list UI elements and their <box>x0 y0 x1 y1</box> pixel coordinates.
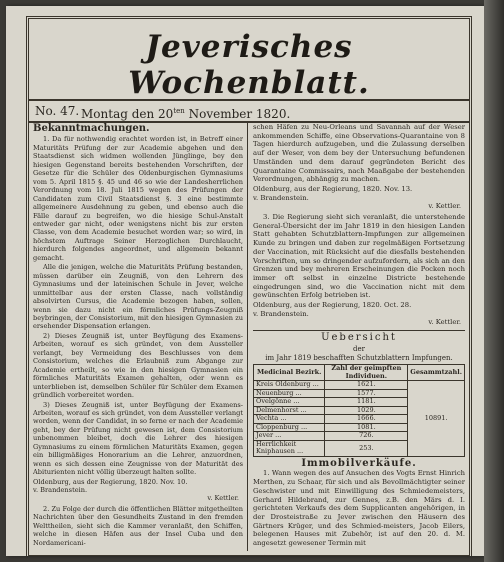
signature-place: Oldenburg, aus der Regierung, 1820. Nov. 13. <box>253 184 413 193</box>
district-cell: Kreis Oldenburg ... <box>254 381 325 390</box>
vaccination-table <box>253 364 465 457</box>
issue-bar <box>29 99 469 123</box>
newspaper-page <box>6 6 484 556</box>
announcement-paragraph: Alle die jenigen, welche die Maturitäts Prüfung bestanden, müssen darüber ein Zeugniß, von den Lehrern des Gymnasiums und der lateinischen Schule in Jever, welche unmittelbar aus der ersten Classe, nach vollständig absolvirten Cursus, die Academie bezogen haben, sollen, wenn sie dazu nicht ein förmliches Prüfungs-Zeugniß beybringen, der Consistorium, mit den hiesigen Gymnasien zu ersehender Dispensation erlangen. <box>33 263 243 331</box>
announcement-paragraph: 1. Wann wegen des auf Ansuchen des Vogts Ernst Hinrich Merthen, zu Schaar, für sich und als Bevollmächtigter seiner Geschwister und mit Einwilligung des Schmiedemeisters, Gerhard Hildebrand, zur Gennes, z.B. den Märs d. I. gerichteten Verkaufs des dem Supplicanten angehörigen, in der Drosteistraße zu Jever zwischen den Häusern des Gärtners Krüger, und des Schmied-meisters, Jacob Eilers, belegenen Hauses mit Zubehör, ist auf den 20. d. M. angesetzt gewesener Termin mit <box>253 469 465 548</box>
count-cell: 1029. <box>325 406 408 415</box>
section-heading: Bekanntmachungen. <box>33 123 150 134</box>
section-heading: Immobilverkäufe. <box>301 457 417 469</box>
district-cell: Jever ... <box>254 432 325 441</box>
count-cell: 1081. <box>325 423 408 432</box>
count-cell: 1666. <box>325 415 408 424</box>
column-divider <box>247 123 248 551</box>
count-cell: 1577. <box>325 389 408 398</box>
count-cell: 726. <box>325 432 408 441</box>
district-cell: Ovelgönne ... <box>254 398 325 407</box>
announcement-paragraph: schen Häfen zu Neu-Orleans und Savannah auf der Weser ankommenden Schiffe, eine Observations-Quarantaine von 8 Tagen hierdurch aufzugeben, und die Zulassung derselben auf der Weser, von dem bey der Untersuchung befundenen Umständen und dem darauf gegründeten Bericht des Quarantaine Commissairs, nach Maaßgabe der bestehenden Verordnungen, abhängig zu machen. <box>253 123 465 184</box>
signature-name: v. Brandenstein. <box>253 309 309 318</box>
district-cell: Delmenhorst ... <box>254 406 325 415</box>
district-cell: Cloppenburg ... <box>254 423 325 432</box>
table-header: Gesammtzahl. <box>408 365 465 381</box>
announcement-paragraph: 1. Da für nothwendig erachtet worden ist, in Betreff einer Maturitäts Prüfung der zur Academie abgehen und den Staatsdienst sich widmen wollenden Jünglinge, bey den hiesigen Gegenstand bereits bestehenden Vorschriften, der Gesetze für die Schüler des Oldenburgischen Gymnasiums vom 5. April 1815 §. 45 und 46 so wie der Landesherrlichen Verordnung vom 18. Juli 1815 wegen des Prüfungen der Candidaten zum Civil Staatsdienst §. 3 eine bestimmte allgemeinere Ausdehnung zu geben, und ebenso auch die Fälle darauf zu begreifen, wo die hiesige Schul-Anstalt entweder gar nicht, oder wenigstens nicht bis zur ersten Classe, von dem Academie besuchet worden war; so wird, in höchstem Auftrage Seiner Herzoglichen Durchlaucht, hierdurch folgendes angeordnet, und allgemein bekannt gemacht. <box>33 135 243 262</box>
issue-date: Montag den $20^{ten}$ November 1820. <box>81 107 291 121</box>
signature-name: v. Kettler. <box>207 494 239 503</box>
total-cell: 10891. <box>408 381 465 457</box>
announcement-paragraph: 3) Dieses Zeugniß ist, unter Beyfügung der Examens-Arbeiten, worauf es sich gründet, von dem Aussteller verlangt worden, wenn der Candidat, in so ferne er nach der Academie geht, bey der Prüfung nicht gewesen ist, dem Consistorium unbenommen bleibet, doch die Lehrer des hiesigen Gymnasiums zu einem förmlichen Maturitäts Examen, gegen ein billigmäßiges Honorarium an die Lehrer, anzuordnen, wenn es sich dessen eine Zeugnisse von der Maturität des Abiturienten nicht völlig überzeugt halten sollte. <box>33 400 243 477</box>
book-spine-edge <box>484 0 504 562</box>
right-column <box>253 123 465 549</box>
signature-place: Oldenburg, aus der Regierung, 1820. Nov. 10. <box>33 477 188 486</box>
count-cell: 253. <box>325 440 408 456</box>
table-subtitle: im Jahr 1819 beschafften Schutzblattern Impfungen. <box>265 353 453 362</box>
signature-name: v. Kettler. <box>428 318 461 327</box>
district-cell: Vechta ... <box>254 415 325 424</box>
announcement-paragraph: 3. Die Regierung sieht sich veranlaßt, die unterstehende General-Übersicht der im Jahr 1819 in den hiesigen Landen Statt gehabten Schutzblattern-Impfungen zur allgemeinen Kunde zu bringen und daben zur regelmäßigen Fortsetzung der Vaccination, mit Rücksicht auf die diesfalls bestehenden Vorschriften, um so dringender aufzufordern, als sich an den Grenzen und bey mehreren Erscheinungen die Pocken noch immer oft selbst in einzelne Districte bestehende eingedrungen sind, wo die Vaccination nicht mit dem gewünschten Erfolg betrieben ist. <box>253 213 465 300</box>
table-title: Uebersicht <box>321 332 397 344</box>
count-cell: 1621. <box>325 381 408 390</box>
district-cell: Neuenburg ... <box>254 389 325 398</box>
table-subtitle: der <box>353 344 365 353</box>
signature-name: v. Brandenstein. <box>33 486 88 495</box>
divider <box>253 330 465 331</box>
signature-place: Oldenburg, aus der Regierung, 1820. Oct. 28. <box>253 301 412 310</box>
announcement-paragraph: 2. Zu Folge der durch die öffentlichen Blätter mitgetheilten Nachrichten über den Gesundheits Zustand in den fremden Welttheilen, sieht sich die Kammer veranlaßt, den Schiffen, welche in diesen Häfen aus der Insel Cuba und den Nordamericani- <box>33 504 243 547</box>
left-column <box>33 123 243 548</box>
masthead-title: Jeverisches Wochenblatt. <box>128 29 370 101</box>
table-header: Zahl der geimpften Individuen. <box>325 365 408 381</box>
issue-number: No. 47. <box>35 104 80 118</box>
signature-name: v. Kettler. <box>428 202 461 211</box>
count-cell: 1181. <box>325 398 408 407</box>
page-frame <box>26 16 472 556</box>
table-header: Medicinal Bezirk. <box>254 365 325 381</box>
table-row <box>254 381 465 390</box>
district-cell: Herrlichkeit Kniphausen ... <box>254 440 325 456</box>
announcement-paragraph: 2) Dieses Zeugniß ist, unter Beyfügung des Examens-Arbeiten, worauf es sich gründet, von dem Aussteller verlangt, bey Vermeidung des Beschlusses von dem Consistorium, welches die Erlaubniß zum Abgange zur Academie ertheilt, so wie in den hiesigen Gymnasien ein förmliches Maturitäts Examen gehalten, oder wenn es unterblieben ist, demselben Schüler für Schüler dem Examen gründlich vorbereitet worden. <box>33 331 243 400</box>
signature-name: v. Brandenstein. <box>253 193 309 202</box>
